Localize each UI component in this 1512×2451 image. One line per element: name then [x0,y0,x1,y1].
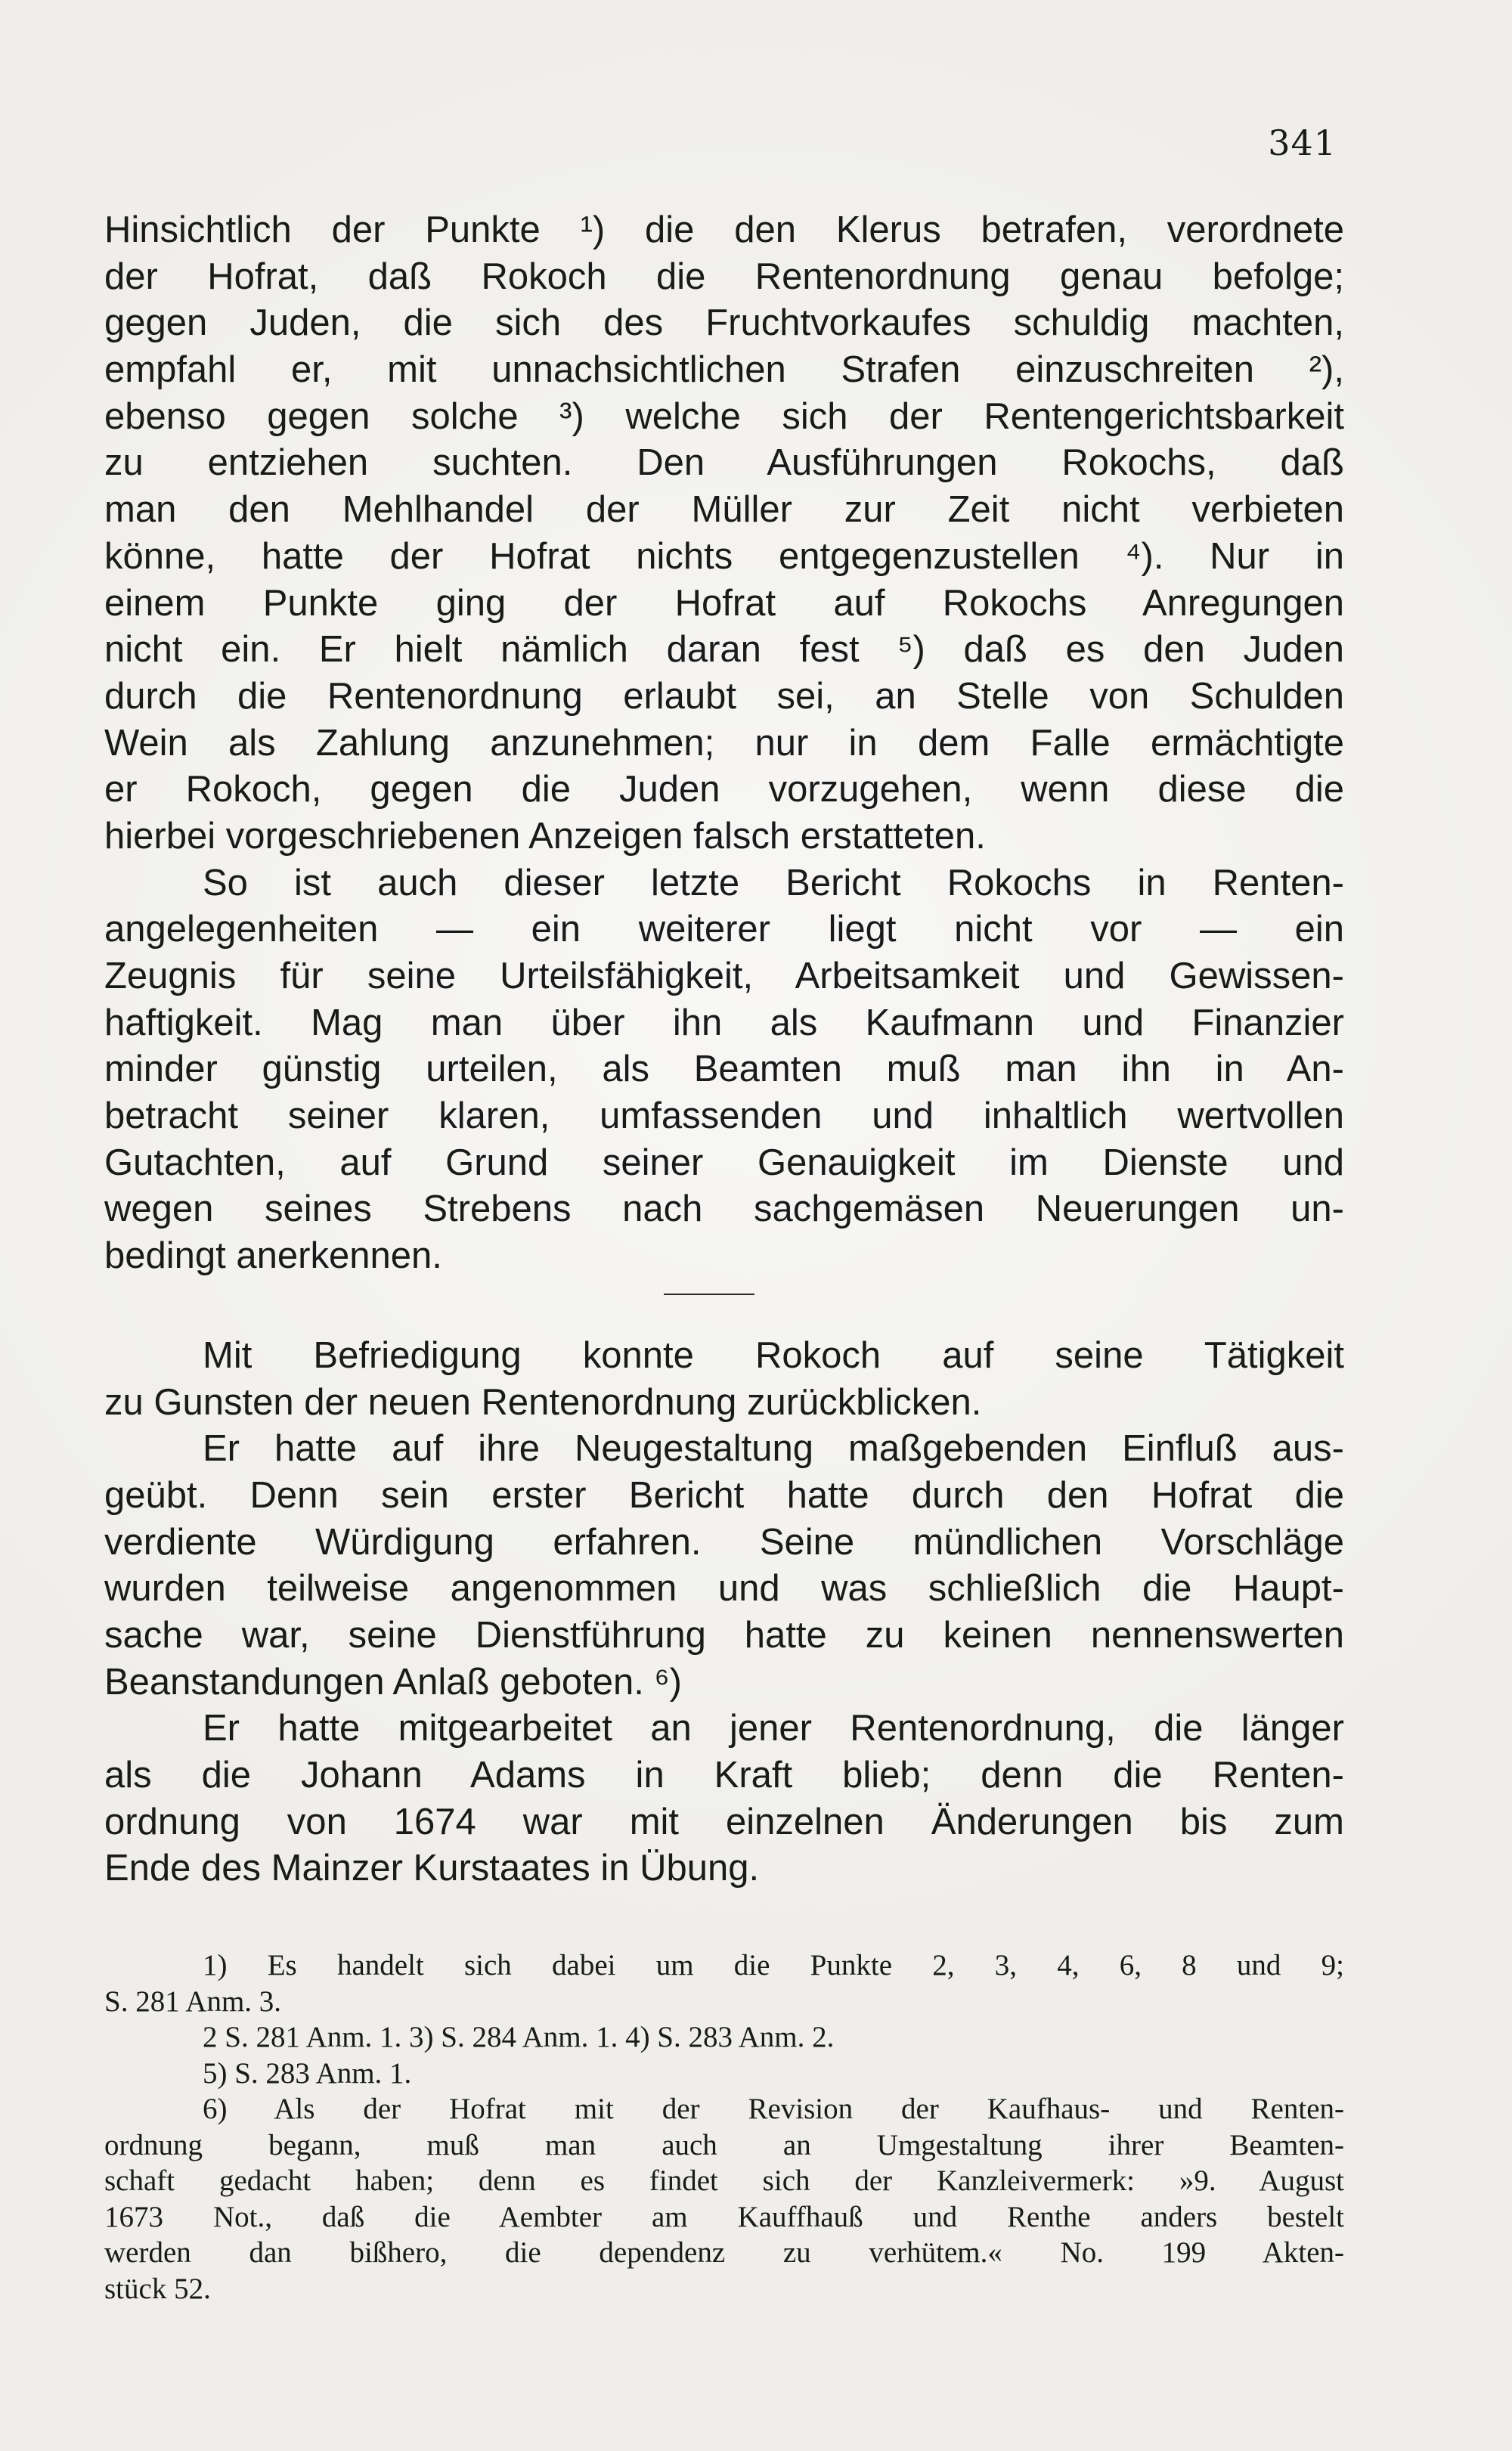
text-line: durch die Rentenordnung erlaubt sei, an Stelle von Schulden [104,675,1344,717]
text-line: man den Mehlhandel der Müller zur Zeit nicht verbieten [104,489,1344,531]
text-line: könne, hatte der Hofrat nichts entgegenzustellen ⁴). Nur in [104,535,1344,577]
footnote-line: schaft gedacht haben; denn es findet sich der Kanzleivermerk: »9. August [104,2164,1344,2197]
footnote-line: 1) Es handelt sich dabei um die Punkte 2, 3, 4, 6, 8 und 9; [203,1949,1344,1982]
text-line: hierbei vorgeschriebenen Anzeigen falsch erstatteten. [104,815,986,857]
text-line: wurden teilweise angenommen und was schließlich die Haupt- [104,1568,1344,1610]
text-line: sache war, seine Dienstführung hatte zu keinen nennenswerten [104,1614,1344,1656]
text-line: als die Johann Adams in Kraft blieb; denn die Renten- [104,1755,1344,1796]
text-line: wegen seines Strebens nach sachgemäsen Neuerungen un- [104,1188,1344,1230]
text-line: gegen Juden, die sich des Fruchtvorkaufes schuldig machten, [104,302,1344,344]
text-line: bedingt anerkennen. [104,1235,442,1277]
text-line: verdiente Würdigung erfahren. Seine mündlichen Vorschläge [104,1521,1344,1563]
text-line: einem Punkte ging der Hofrat auf Rokochs Anregungen [104,582,1344,624]
text-line: Ende des Mainzer Kurstaates in Übung. [104,1848,760,1889]
text-line: betracht seiner klaren, umfassenden und inhaltlich wertvollen [104,1095,1344,1137]
text-line: Wein als Zahlung anzunehmen; nur in dem Falle ermächtigte [104,722,1344,764]
text-line: empfahl er, mit unnachsichtlichen Strafen einzuschreiten ²), [104,349,1344,391]
text-line: zu entziehen suchten. Den Ausführungen Rokochs, daß [104,442,1344,484]
text-line: Mit Befriedigung konnte Rokoch auf seine Tätigkeit [203,1334,1344,1376]
page-number: 341 [1268,122,1337,163]
text-line: der Hofrat, daß Rokoch die Rentenordnung genau befolge; [104,256,1344,297]
text-line: Hinsichtlich der Punkte ¹) die den Klerus betrafen, verordnete [104,209,1344,250]
text-line: angelegenheiten — ein weiterer liegt nicht vor — ein [104,909,1344,950]
text-line: ordnung von 1674 war mit einzelnen Änderungen bis zum [104,1801,1344,1842]
text-line: Er hatte auf ihre Neugestaltung maßgebenden Einfluß aus- [203,1428,1344,1470]
text-line: Zeugnis für seine Urteilsfähigkeit, Arbeitsamkeit und Gewissen- [104,956,1344,996]
text-line: Beanstandungen Anlaß geboten. ⁶) [104,1661,682,1703]
section-separator [664,1294,754,1295]
footnote-line: werden dan bißhero, die dependenz zu verhütem.« No. 199 Akten- [104,2236,1344,2269]
footnote-line: stück 52. [104,2272,211,2305]
text-line: Er hatte mitgearbeitet an jener Rentenordnung, die länger [203,1708,1344,1749]
text-line: ebenso gegen solche ³) welche sich der Rentengerichtsbarkeit [104,395,1344,437]
footnote-line: 6) Als der Hofrat mit der Revision der Kaufhaus- und Renten- [203,2093,1344,2125]
footnote-line: 2 S. 281 Anm. 1. 3) S. 284 Anm. 1. 4) S. 283 Anm. 2. [203,2021,835,2053]
main-text [104,207,1344,1892]
footnote-line: 1673 Not., daß die Aembter am Kauffhauß und Renthe anders bestelt [104,2200,1344,2233]
footnote-line: 5) S. 283 Anm. 1. [203,2056,412,2090]
text-line: haftigkeit. Mag man über ihn als Kaufmann und Finanzier [104,1002,1344,1043]
text-line: er Rokoch, gegen die Juden vorzugehen, wenn diese die [104,769,1344,810]
text-line: minder günstig urteilen, als Beamten muß man ihn in An- [104,1049,1344,1090]
footnote-line: ordnung begann, muß man auch an Umgestaltung ihrer Beamten- [104,2128,1344,2161]
text-line: nicht ein. Er hielt nämlich daran fest ⁵) daß es den Juden [104,629,1344,671]
text-line: Gutachten, auf Grund seiner Genauigkeit im Dienste und [104,1142,1344,1183]
text-line: geübt. Denn sein erster Bericht hatte durch den Hofrat die [104,1474,1344,1516]
text-line: So ist auch dieser letzte Bericht Rokochs in Renten- [203,862,1344,903]
footnote-line: S. 281 Anm. 3. [104,1985,282,2018]
footnotes [104,1947,1344,2307]
text-line: zu Gunsten der neuen Rentenordnung zurückblicken. [104,1381,982,1423]
